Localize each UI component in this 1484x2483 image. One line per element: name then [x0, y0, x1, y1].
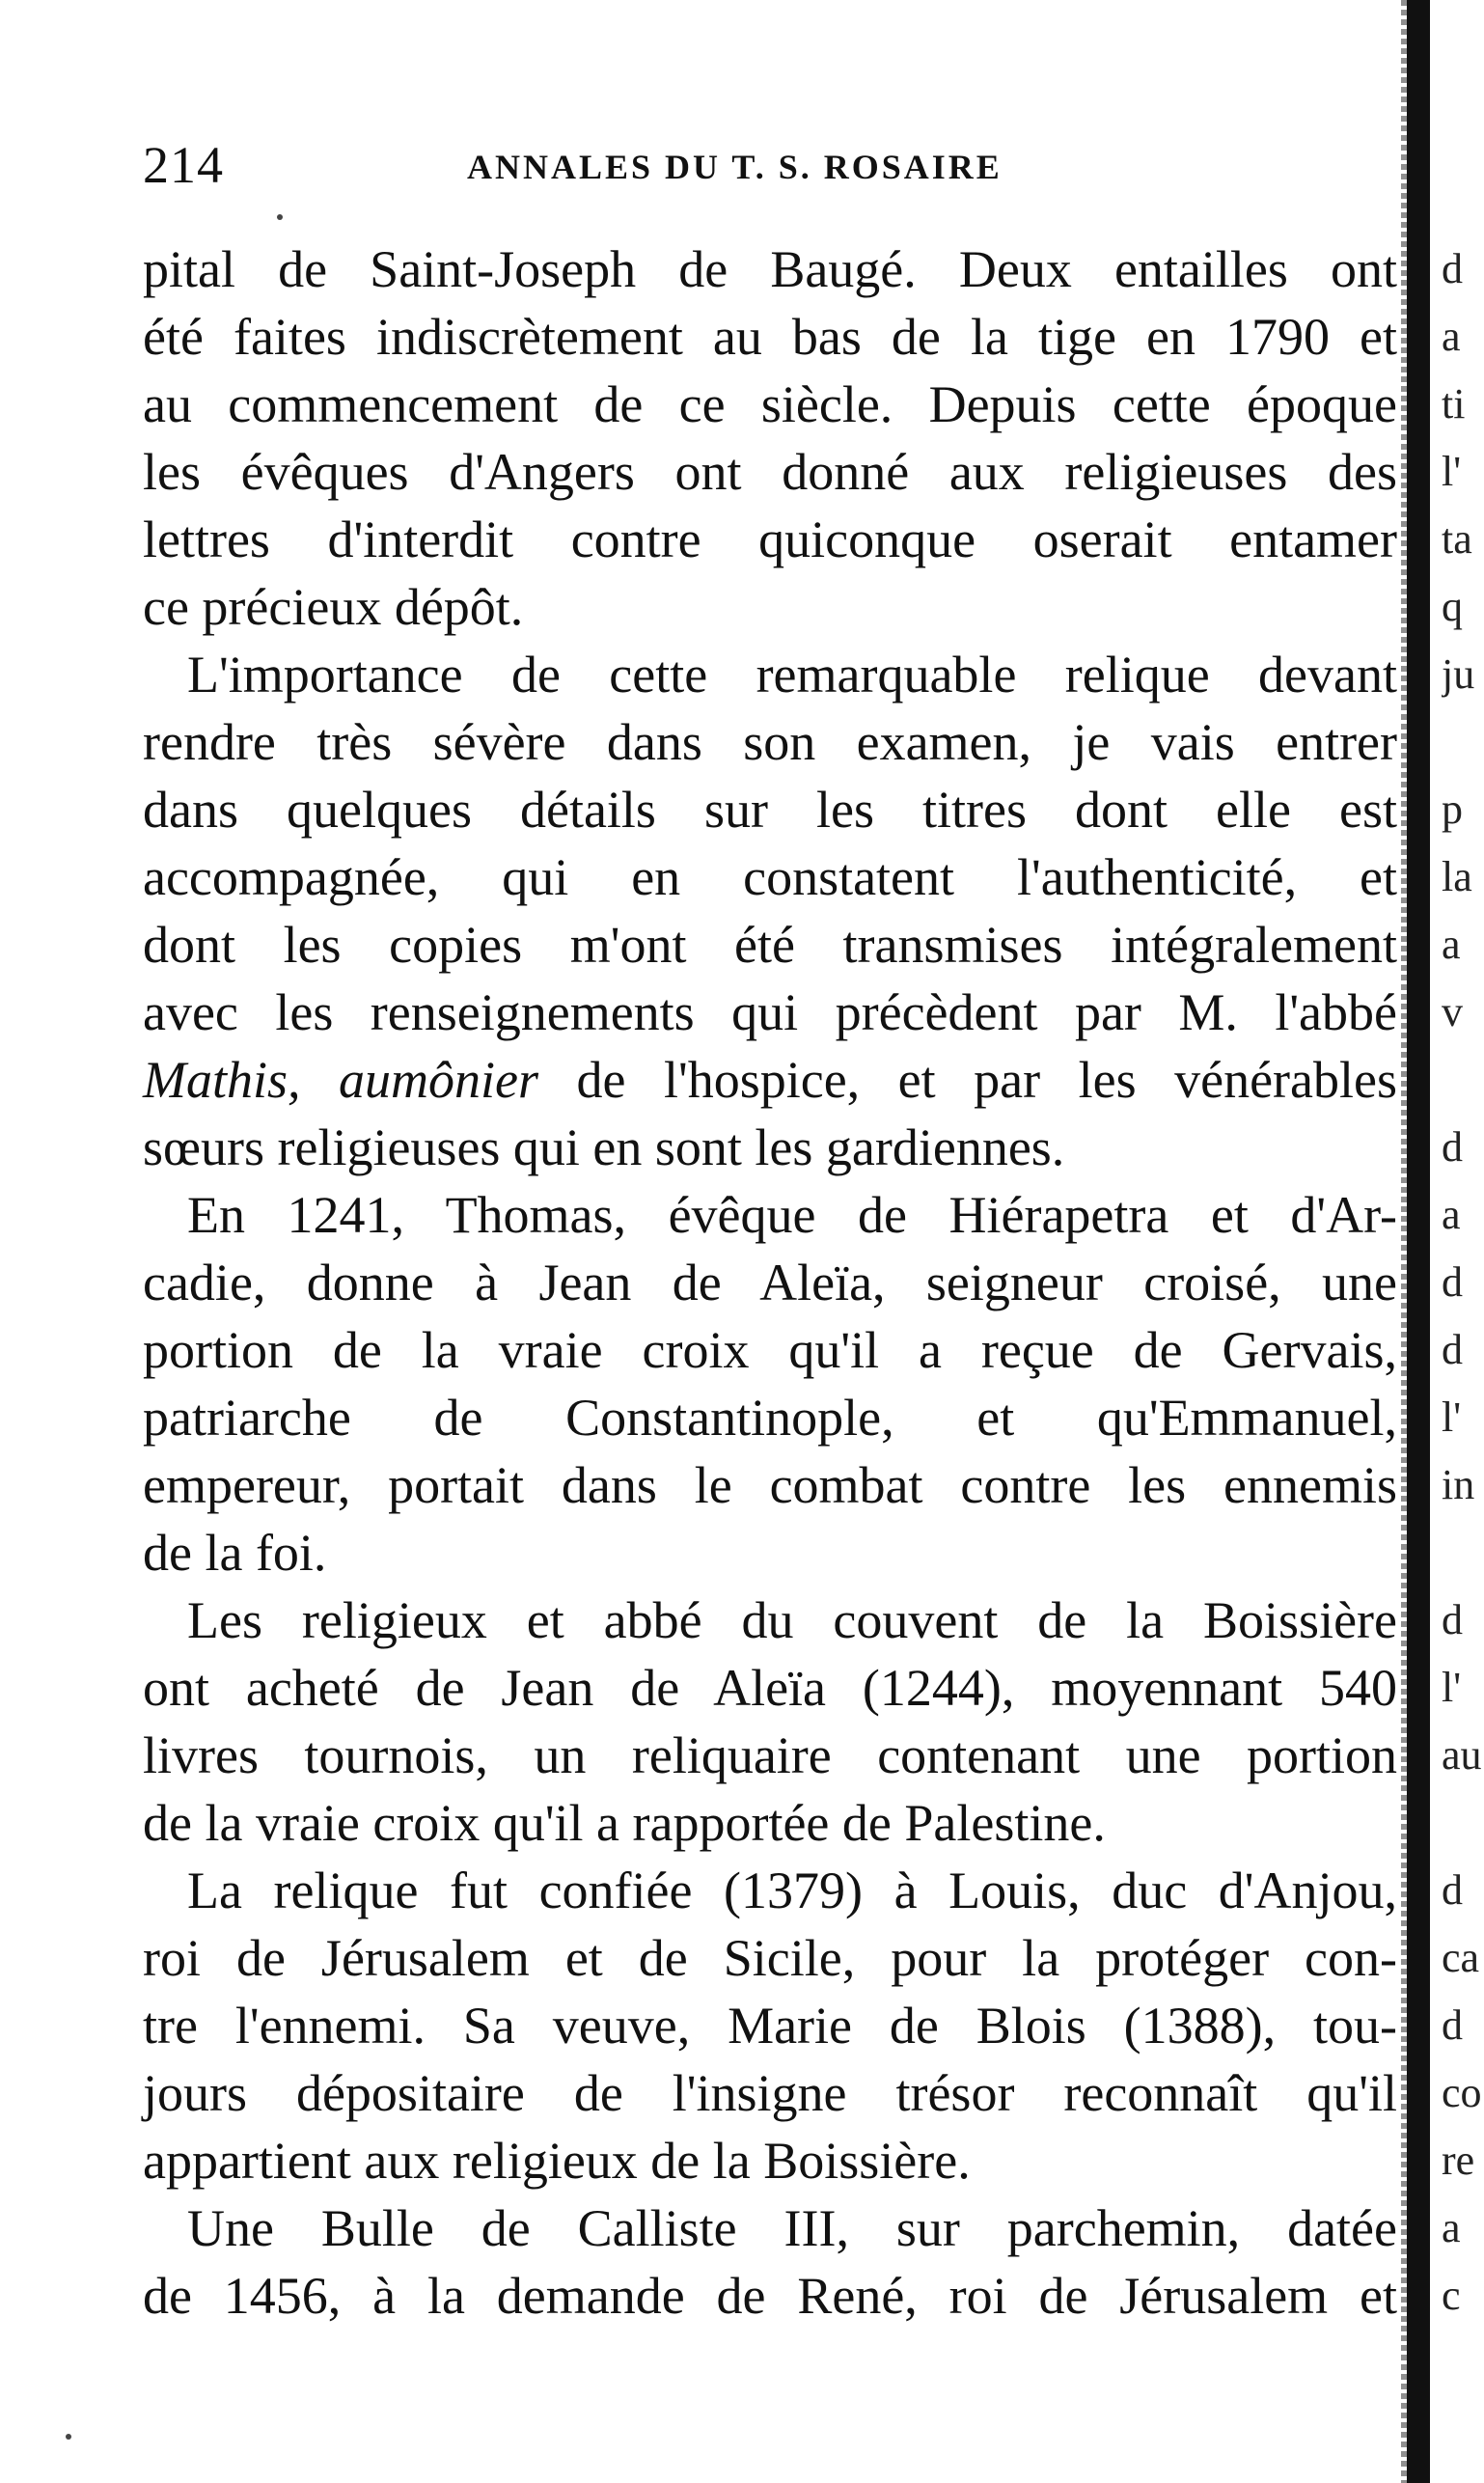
text-line: [143, 1046, 1397, 1114]
facing-page-fragment: a: [1442, 2204, 1461, 2251]
speck: [277, 214, 283, 220]
text-line: au commencement de ce siècle. Depuis cette époque: [143, 375, 1397, 433]
facing-page-fragment: re: [1442, 2137, 1475, 2184]
text-remainder: de l'hospice, et par les vénérables: [538, 1051, 1397, 1109]
text-line: Une Bulle de Calliste III, sur parchemin, datée: [187, 2199, 1397, 2257]
facing-page-fragment: q: [1442, 583, 1463, 630]
facing-page-fragment: au: [1442, 1731, 1482, 1779]
italic-text: Mathis, aumônier: [143, 1051, 538, 1109]
facing-page-fragment: d: [1442, 1596, 1463, 1643]
facing-page-fragment: l': [1442, 1664, 1462, 1711]
text-line: portion de la vraie croix qu'il a reçue de Gervais,: [143, 1321, 1397, 1379]
text-line: patriarche de Constantinople, et qu'Emmanuel,: [143, 1389, 1397, 1447]
text-line: été faites indiscrètement au bas de la tige en 1790 et: [143, 308, 1397, 366]
facing-page-fragment: a: [1442, 1191, 1461, 1238]
text-line: les évêques d'Angers ont donné aux religieuses des: [143, 443, 1397, 501]
facing-page-fragment: d: [1442, 245, 1463, 292]
facing-page-fragment: v: [1442, 988, 1463, 1035]
text-line: La relique fut confiée (1379) à Louis, duc d'Anjou,: [187, 1862, 1397, 1919]
text-line: empereur, portait dans le combat contre les ennemis: [143, 1456, 1397, 1514]
facing-page-fragment: ti: [1442, 380, 1466, 428]
speck: [66, 2434, 71, 2440]
facing-page-fragment: d: [1442, 1123, 1463, 1171]
page-number: 214: [143, 136, 224, 194]
facing-page-fragment: [1442, 1519, 1484, 1586]
facing-page-fragment: l': [1442, 1393, 1462, 1441]
facing-page-fragment: d: [1442, 1866, 1463, 1914]
facing-page-fragment: [1442, 1789, 1484, 1857]
facing-page-fragment: d: [1442, 1258, 1463, 1306]
text-line: de la foi.: [143, 1524, 327, 1582]
facing-page-fragment: co: [1442, 2069, 1482, 2116]
text-line: rendre très sévère dans son examen, je vais entrer: [143, 713, 1397, 771]
text-line: avec les renseignements qui précèdent par M. l'abbé: [143, 983, 1397, 1041]
text-line: sœurs religieuses qui en sont les gardiennes.: [143, 1118, 1065, 1176]
text-line: de la vraie croix qu'il a rapportée de Palestine.: [143, 1794, 1106, 1852]
text-line: tre l'ennemi. Sa veuve, Marie de Blois (1388), tou-: [143, 1997, 1397, 2055]
text-line: ce précieux dépôt.: [143, 578, 524, 636]
text-line: jours dépositaire de l'insigne trésor reconnaît qu'il: [143, 2064, 1397, 2122]
text-line: de 1456, à la demande de René, roi de Jérusalem et: [143, 2267, 1397, 2325]
facing-page-fragment: in: [1442, 1461, 1475, 1508]
text-line: Les religieux et abbé du couvent de la Boissière: [187, 1591, 1397, 1649]
facing-page-fragment: [1442, 708, 1484, 776]
text-line: ont acheté de Jean de Aleïa (1244), moyennant 540: [143, 1659, 1397, 1717]
facing-page-fragment: ca: [1442, 1934, 1480, 1981]
text-line: En 1241, Thomas, évêque de Hiérapetra et d'Ar-: [187, 1186, 1397, 1244]
text-line: L'importance de cette remarquable relique devant: [187, 646, 1397, 704]
running-head: ANNALES DU T. S. ROSAIRE: [467, 148, 1003, 186]
facing-page-fragment: a: [1442, 921, 1461, 968]
facing-page-fragment: d: [1442, 2001, 1463, 2049]
facing-page-fragment: c: [1442, 2272, 1461, 2319]
text-line: roi de Jérusalem et de Sicile, pour la protéger con-: [143, 1929, 1397, 1987]
text-line: accompagnée, qui en constatent l'authenticité, et: [143, 848, 1397, 906]
facing-page-fragment: ta: [1442, 515, 1472, 563]
text-line: pital de Saint-Joseph de Baugé. Deux entailles ont: [143, 240, 1397, 298]
facing-page-fragment: ju: [1442, 650, 1475, 698]
facing-page-fragment: [1442, 1046, 1484, 1114]
book-gutter: [1407, 0, 1430, 2483]
body-text: [143, 235, 1397, 2330]
facing-page-fragment: d: [1442, 1326, 1463, 1373]
text-line: lettres d'interdit contre quiconque oserait entamer: [143, 510, 1397, 568]
text-line: dans quelques détails sur les titres dont elle est: [143, 781, 1397, 839]
facing-page-fragment: l': [1442, 448, 1462, 495]
text-line: appartient aux religieux de la Boissière.: [143, 2132, 971, 2190]
facing-page-fragment: a: [1442, 313, 1461, 360]
facing-page-fragment: la: [1442, 853, 1472, 900]
facing-page-fragment: p: [1442, 786, 1463, 833]
text-line: dont les copies m'ont été transmises intégralement: [143, 916, 1397, 974]
text-line: livres tournois, un reliquaire contenant une portion: [143, 1726, 1397, 1784]
text-line: cadie, donne à Jean de Aleïa, seigneur croisé, une: [143, 1254, 1397, 1311]
facing-page-edge: [1442, 235, 1484, 2330]
